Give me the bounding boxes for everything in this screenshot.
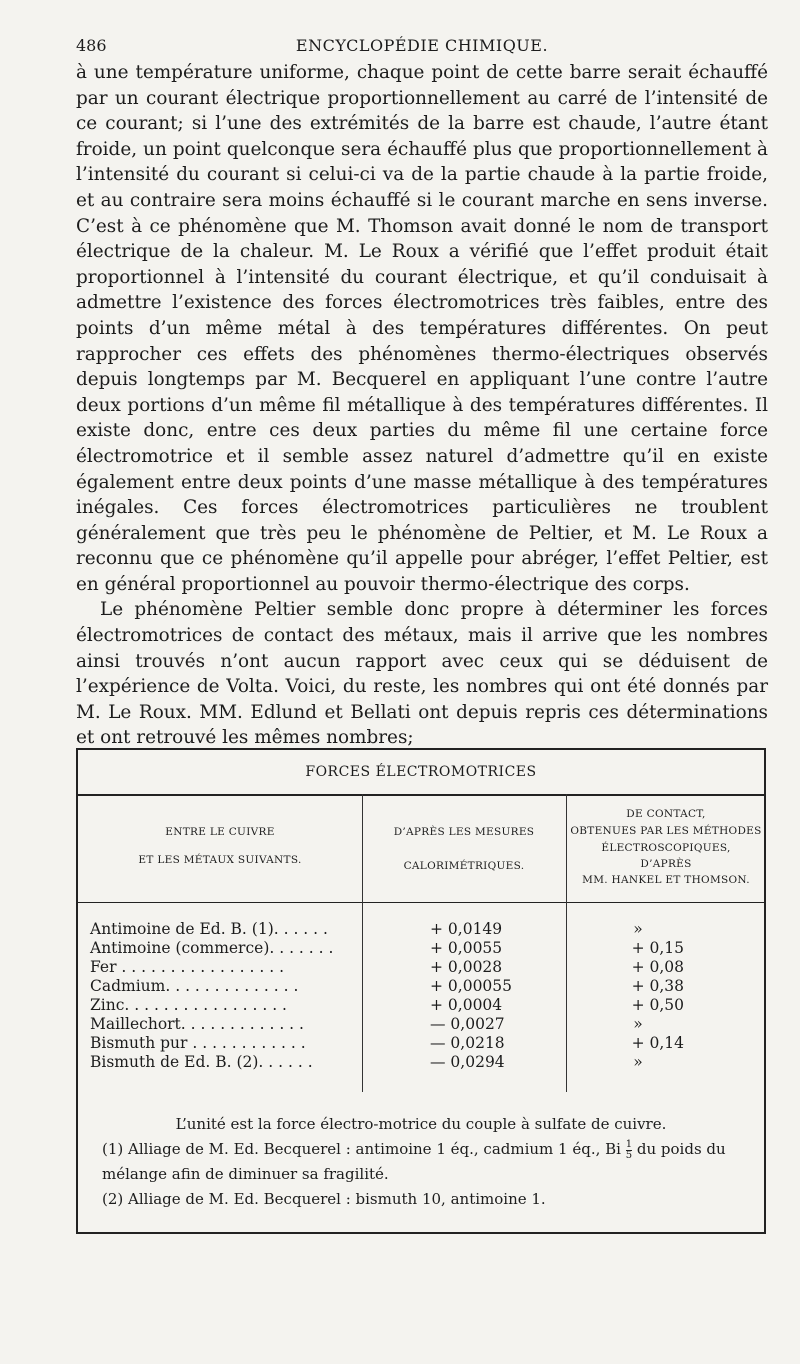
calorimetric-cell: + 0,0149 bbox=[430, 920, 503, 938]
fraction-numerator: 1 bbox=[625, 1138, 633, 1150]
metal-cell: Maillechort. . . . . . . . . . . . . bbox=[90, 1015, 304, 1033]
paragraph-2: Le phénomène Peltier semble donc propre à déterminer les forces électromotrices de contact des métaux, mais il arrive que les nombres ainsi trouvés n’ont aucun rapport avec ceux qui se déduisent de l’expérience de Volta. Voici, du reste, les nombres qui ont été donnés par M. Le Roux. MM. Edlund et Bellati ont depuis repris ces déterminations et ont retrouvé les mêmes nombres; bbox=[76, 599, 768, 749]
footnote-1 bbox=[102, 1137, 740, 1187]
unit-note: L’unité est la force électro-motrice du couple à sulfate de cuivre. bbox=[175, 1115, 667, 1133]
col3-head-l1: DE CONTACT, bbox=[626, 808, 706, 820]
table-row bbox=[78, 920, 764, 939]
electroscopic-cell: + 0,15 bbox=[631, 939, 684, 957]
electroscopic-cell: + 0,14 bbox=[631, 1034, 684, 1052]
table-notes bbox=[102, 1112, 740, 1212]
col2-head-bottom: CALORIMÉTRIQUES. bbox=[403, 860, 525, 872]
metal-cell: Bismuth de Ed. B. (2). . . . . . bbox=[90, 1053, 313, 1071]
table-row bbox=[78, 1053, 764, 1072]
col3-head-l4: D’APRÈS bbox=[640, 858, 692, 870]
metal-cell: Zinc. . . . . . . . . . . . . . . . . bbox=[90, 996, 287, 1014]
paragraph-1: à une température uniforme, chaque point de cette barre serait échauffé par un courant électrique proportionnellement au carré de l’intensité de ce courant; si l’une des extrémités de la barre est chaude, l’autre étant froide, un point quelconque sera échauffé plus que proportionnellement à l’intensité du courant si celui-ci va de la partie chaude à la partie froide, et au contraire sera moins échauffé si le courant marche en sens inverse. C’est à ce phénomène que M. Thomson avait donné le nom de transport électrique de la chaleur. M. Le Roux a vérifié que l’effet produit était proportionnel à l’intensité du courant électrique, et qu’il conduisait à admettre l’existence des forces électromotrices très faibles, entre des points d’un même métal à des températures différentes. On peut rapprocher ces effets des phénomènes thermo-électriques observés depuis longtemps par M. Becquerel en appliquant l’une contre l’autre deux portions d’un même fil métallique à des températures différentes. Il existe donc, entre ces deux parties du même fil une certaine force électromotrice et il semble assez naturel d’admettre qu’il en existe également entre deux points d’une masse métallique à des températures inégales. Ces forces électromotrices particulières ne troublent généralement que très peu le phénomène de Peltier, et M. Le Roux a reconnu que ce phénomène qu’il appelle pour abréger, l’effet Peltier, est en général proportionnel au pouvoir thermo-électrique des corps. bbox=[76, 62, 768, 595]
col1-head-top: ENTRE LE CUIVRE bbox=[165, 826, 275, 838]
calorimetric-cell: + 0,0004 bbox=[430, 996, 503, 1014]
footnote-1-end: du poids du mélange afin de diminuer sa fragilité. bbox=[102, 1140, 726, 1183]
table-row bbox=[78, 1034, 764, 1053]
table-row bbox=[78, 996, 764, 1015]
col2-head-top: D’APRÈS LES MESURES bbox=[393, 826, 535, 838]
metal-cell: Bismuth pur . . . . . . . . . . . . bbox=[90, 1034, 306, 1052]
running-title: ENCYCLOPÉDIE CHIMIQUE. bbox=[295, 36, 549, 55]
header-rule bbox=[78, 902, 764, 903]
table-body bbox=[78, 920, 764, 1072]
metal-cell: Fer . . . . . . . . . . . . . . . . . bbox=[90, 958, 285, 976]
col3-head-l3: ÉLECTROSCOPIQUES, bbox=[601, 842, 731, 854]
col3-head-l5: MM. HANKEL ET THOMSON. bbox=[582, 874, 750, 886]
calorimetric-cell: + 0,0055 bbox=[430, 939, 503, 957]
electroscopic-cell: + 0,38 bbox=[631, 977, 684, 995]
table-row bbox=[78, 939, 764, 958]
footnote-1-start: (1) Alliage de M. Ed. Becquerel : antimoine 1 éq., cadmium 1 éq., Bi bbox=[102, 1140, 621, 1158]
calorimetric-cell: — 0,0027 bbox=[430, 1015, 505, 1033]
title-rule bbox=[78, 794, 764, 796]
table-title: FORCES ÉLECTROMOTRICES bbox=[305, 764, 537, 780]
electroscopic-cell: + 0,50 bbox=[631, 996, 684, 1014]
electroscopic-cell: » bbox=[633, 920, 643, 938]
calorimetric-cell: — 0,0218 bbox=[430, 1034, 505, 1052]
fraction-denominator: 5 bbox=[625, 1149, 633, 1161]
calorimetric-cell: — 0,0294 bbox=[430, 1053, 505, 1071]
metal-cell: Antimoine (commerce). . . . . . . bbox=[90, 939, 334, 957]
col1-head-bottom: ET LES MÉTAUX SUIVANTS. bbox=[138, 854, 302, 866]
metal-cell: Antimoine de Ed. B. (1). . . . . . bbox=[90, 920, 328, 938]
electroscopic-cell: » bbox=[633, 1053, 643, 1071]
electroscopic-cell: + 0,08 bbox=[631, 958, 684, 976]
page-header bbox=[76, 36, 768, 56]
table-row bbox=[78, 977, 764, 996]
electromotive-forces-table bbox=[76, 748, 766, 1234]
page-number: 486 bbox=[76, 36, 107, 55]
table-row bbox=[78, 958, 764, 977]
fraction bbox=[626, 1140, 632, 1161]
metal-cell: Cadmium. . . . . . . . . . . . . . bbox=[90, 977, 299, 995]
body-text bbox=[76, 60, 768, 751]
calorimetric-cell: + 0,0028 bbox=[430, 958, 503, 976]
calorimetric-cell: + 0,00055 bbox=[430, 977, 513, 995]
col3-head-l2: OBTENUES PAR LES MÉTHODES bbox=[570, 825, 762, 837]
footnote-2: (2) Alliage de M. Ed. Becquerel : bismuth 10, antimoine 1. bbox=[102, 1190, 546, 1208]
table-row bbox=[78, 1015, 764, 1034]
electroscopic-cell: » bbox=[633, 1015, 643, 1033]
